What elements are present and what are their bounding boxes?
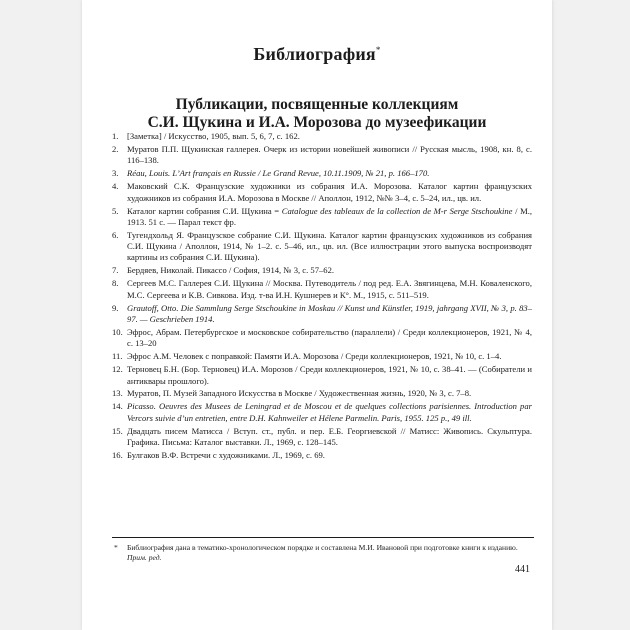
page-title [82, 44, 552, 65]
subtitle-line-2: С.И. Щукина и И.А. Морозова до музеефикации [147, 114, 487, 131]
entry-number: 10. [112, 326, 123, 337]
footnote-sign: Прим. ред. [127, 553, 162, 562]
entry-text: Терновец Б.Н. (Бор. Терновец) И.А. Морозов / Среди коллекционеров, 1921, № 10, с. 38–41. — (Собиратели и антиквары прошлого). [127, 364, 532, 386]
section-subtitle [102, 96, 532, 132]
entry-number: 14. [112, 401, 123, 412]
bibliography-entry [112, 265, 532, 276]
entry-text: / М., 1913. 51 с. — Парал текст фр. [127, 205, 533, 227]
footnote-mark: * [114, 543, 118, 552]
bibliography-entry [112, 351, 532, 362]
entry-text: Булгаков В.Ф. Встречи с художниками. Л., 1969, с. 69. [127, 450, 325, 461]
bibliography-list [112, 131, 532, 463]
bibliography-entry [112, 181, 532, 204]
entry-text: Тугендхольд Я. Французское собрание С.И. Щукина. Каталог картин французских художников из собрания С.И. Щукина / Аполлон, 1914, № 1–2. с. 5–46, ил., цв. ил. (Все иллюстрации этого выпуска воспроизводят картины из собрания С.И. Щукина). [127, 229, 532, 263]
bibliography-entry [112, 144, 532, 167]
entry-number: 15. [112, 425, 123, 436]
entry-text: Сергеев М.С. Галлерея С.И. Щукина // Москва. Путеводитель / под ред. Е.А. Звягинцева, М.Н. Коваленского, М.С. Сергеева и К.В. Сивкова. Изд. т-ва И.Н. Кушнерев и К°. М., 1915, с. 511–519. [127, 278, 532, 300]
entry-number: 2. [112, 143, 119, 154]
subtitle-line-1: Публикации, посвященные коллекциям [175, 96, 459, 113]
bibliography-entry [112, 206, 532, 229]
entry-number: 1. [112, 131, 119, 141]
footnote [112, 543, 532, 563]
entry-text: Grautoff, Otto. Die Sammlung Serge Stschoukine in Moskau // Kunst und Künstler, 1919, jahrgang XVII, № 3, p. 83–97. — Geschrieben 1914. [127, 302, 532, 324]
bibliography-entry [112, 168, 532, 179]
entry-text: Муратов П.П. Щукинская галлерея. Очерк из истории новейшей живописи // Русская мысль, 1908, кн. 8, с. 116–138. [127, 143, 532, 166]
entry-text: Двадцать писем Матисса / Вступ. ст., публ. и пер. Е.Б. Георгиевской // Матисс: Живопись. Скульптура. Графика. Письма: Каталог выставки. Л., 1969, с. 128–145. [127, 425, 532, 448]
title-text: Библиография [253, 44, 376, 64]
bibliography-entry [112, 131, 532, 142]
entry-number: 3. [112, 168, 119, 179]
entry-text: [Заметка] / Искусство, 1905, вып. 5, 6, 7, с. 162. [127, 131, 300, 141]
page-number: 441 [515, 564, 530, 575]
bibliography-entry [112, 230, 532, 264]
entry-number: 8. [112, 278, 119, 289]
bibliography-entry [112, 303, 532, 326]
title-footnote-mark: * [375, 45, 381, 55]
entry-text: Бердяев, Николай. Пикассо / София, 1914, № 3, с. 57–62. [127, 265, 335, 276]
entry-text: Réau, Louis. L’Art français en Russie / Le Grand Revue, 10.11.1909, № 21, p. 166–170. [127, 168, 430, 179]
entry-text: Catalogue des tableaux de la collection de M-r Serge Stschoukine [281, 205, 513, 216]
entry-number: 6. [112, 229, 119, 240]
entry-text: Эфрос, Абрам. Петербургское и московское собирательство (параллели) / Среди коллекционеров, 1921, № 4, с. 13–20 [127, 326, 532, 349]
footnote-divider [112, 537, 534, 538]
entry-text: Picasso. Oeuvres des Musees de Leningrad et de Moscou et de quelques collections parisiennes. Introduction par Vercors suivie d’un entretien, entre D.H. Kahnweiler et Hélene Parmelin. Paris, 1955. 125 p., 49 ill. [127, 401, 532, 423]
entry-text: Эфрос А.М. Человек с поправкой: Памяти И.А. Морозова / Среди коллекционеров, 1921, № 10, с. 1–4. [127, 351, 502, 362]
entry-number: 7. [112, 265, 119, 276]
entry-text: Маковский С.К. Французские художники из собрания И.А. Морозова. Каталог картин французских художников из собрания И.А. Морозова в Москве // Аполлон, 1912, №№ 3–4, с. 5–24, ил., цв. ил. [127, 181, 532, 203]
entry-number: 9. [112, 302, 119, 313]
entry-text: Каталог картин собрания С.И. Щукина = [127, 205, 282, 216]
bibliography-entry [112, 327, 532, 350]
bibliography-entry [112, 278, 532, 301]
bibliography-entry [112, 450, 532, 461]
footnote-text: Библиография дана в тематико-хронологическом порядке и составлена М.И. Ивановой при подготовке книги к изданию. [127, 543, 518, 552]
bibliography-entry [112, 401, 532, 424]
book-page [82, 0, 552, 630]
entry-number: 11. [112, 351, 123, 362]
entry-number: 4. [112, 181, 119, 192]
bibliography-entry [112, 388, 532, 399]
entry-text: Муратов, П. Музей Западного Искусства в Москве / Художественная жизнь, 1920, № 3, с. 7–8. [127, 388, 472, 399]
bibliography-entry [112, 426, 532, 449]
entry-number: 13. [112, 388, 123, 399]
bibliography-entry [112, 364, 532, 387]
entry-number: 5. [112, 205, 119, 216]
entry-number: 16. [112, 450, 123, 461]
entry-number: 12. [112, 364, 123, 375]
